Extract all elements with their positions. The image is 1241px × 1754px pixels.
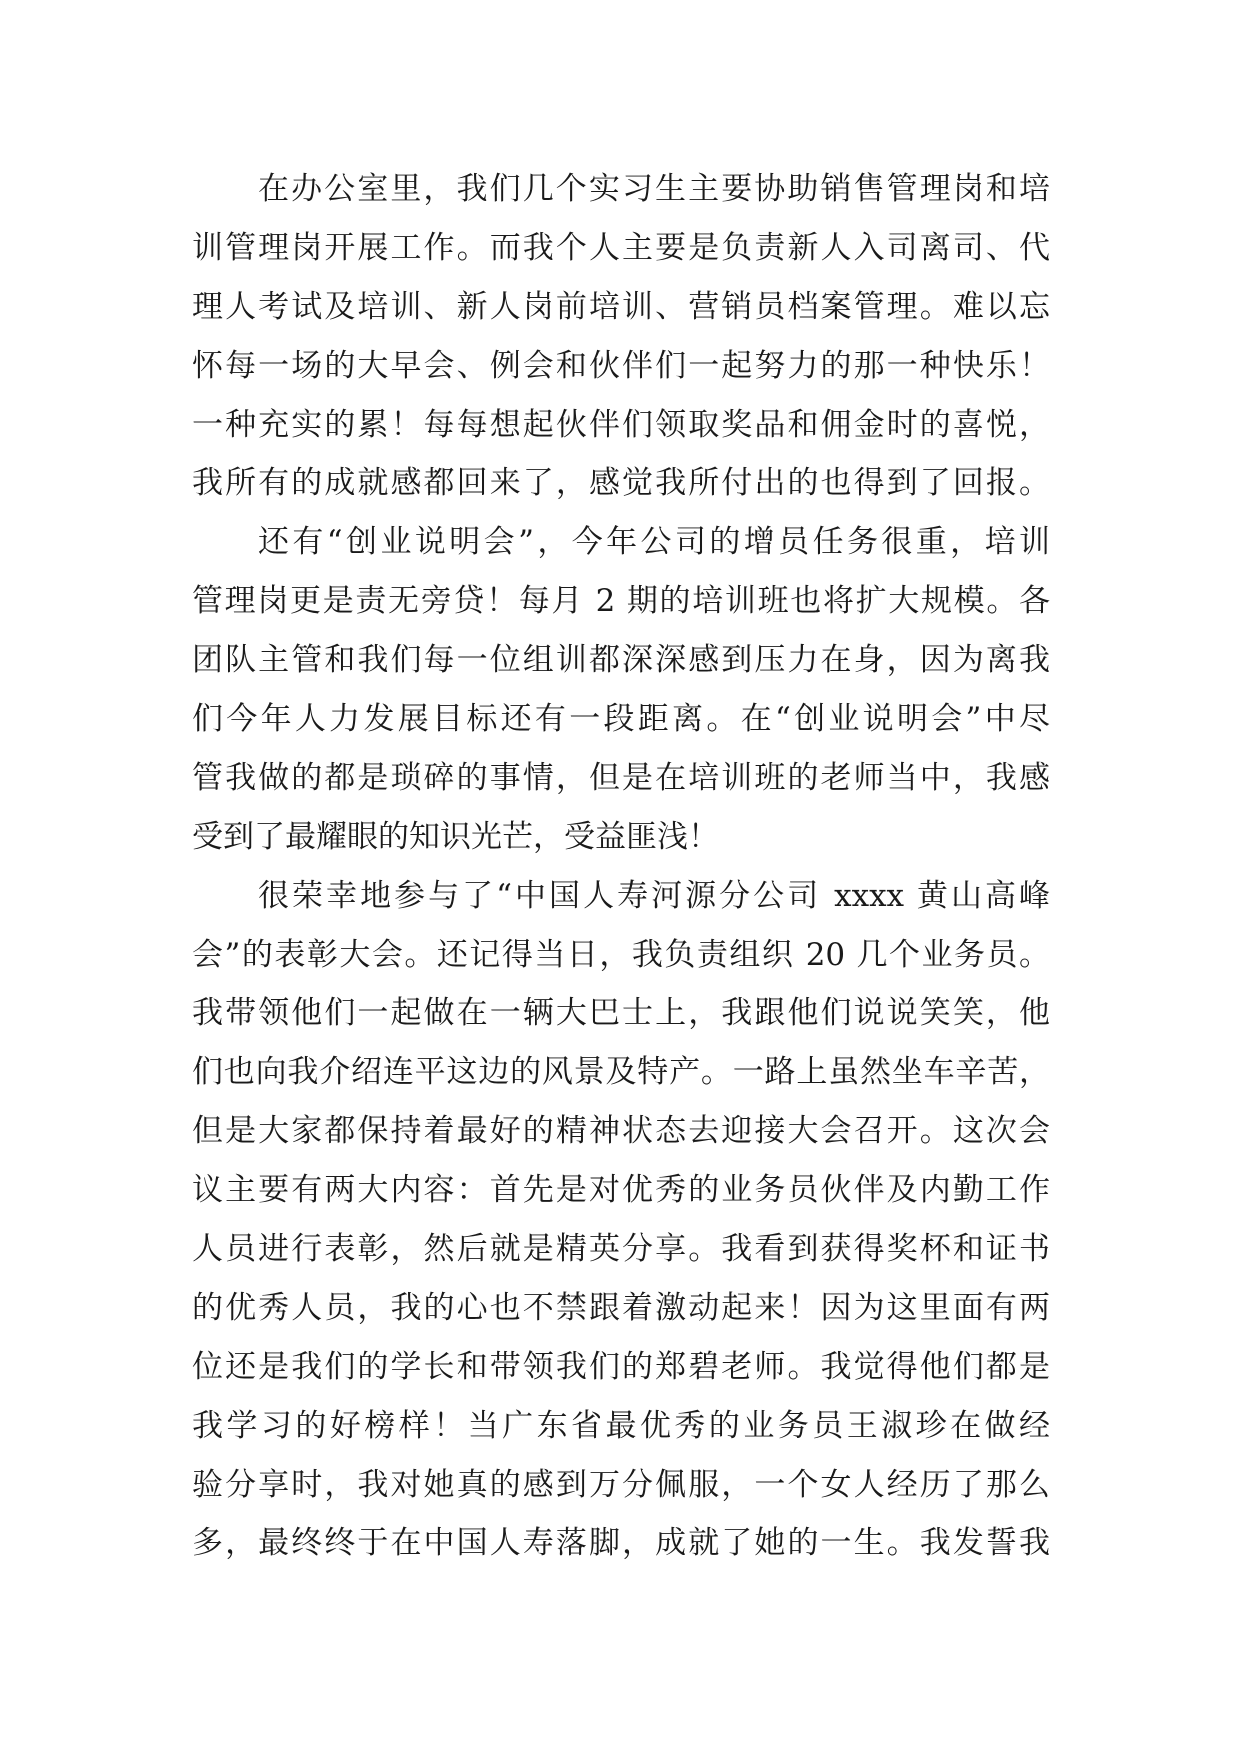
text-line: 受到了最耀眼的知识光芒，受益匪浅！ <box>192 818 719 855</box>
text-line: 们也向我介绍连平这边的风景及特产。一路上虽然坐车辛苦， <box>192 1054 1050 1091</box>
text-line: 验分享时，我对她真的感到万分佩服，一个女人经历了那么 <box>192 1466 1050 1503</box>
text-line: 训管理岗开展工作。而我个人主要是负责新人入司离司、代 <box>192 229 1050 266</box>
text-line: 管我做的都是琐碎的事情，但是在培训班的老师当中，我感 <box>192 759 1050 796</box>
text-line: 但是大家都保持着最好的精神状态去迎接大会召开。这次会 <box>192 1113 1050 1150</box>
text-line: 多，最终终于在中国人寿落脚，成就了她的一生。我发誓我 <box>192 1525 1050 1562</box>
paragraph-2 <box>192 513 1050 866</box>
text-line: 位还是我们的学长和带领我们的郑碧老师。我觉得他们都是 <box>192 1348 1050 1385</box>
text-line: 我带领他们一起做在一辆大巴士上，我跟他们说说笑笑，他 <box>192 995 1050 1032</box>
text-line: 团队主管和我们每一位组训都深深感到压力在身，因为离我 <box>192 642 1050 679</box>
text-line: 很荣幸地参与了“中国人寿河源分公司 xxxx 黄山高峰 <box>258 877 1050 914</box>
text-line: 在办公室里，我们几个实习生主要协助销售管理岗和培 <box>258 171 1050 207</box>
text-line: 们今年人力发展目标还有一段距离。在“创业说明会”中尽 <box>192 701 1050 738</box>
text-line: 我学习的好榜样！当广东省最优秀的业务员王淑珍在做经 <box>192 1407 1050 1444</box>
text-line: 议主要有两大内容：首先是对优秀的业务员伙伴及内勤工作 <box>192 1172 1050 1209</box>
paragraph-1 <box>192 160 1050 513</box>
text-line: 的优秀人员，我的心也不禁跟着激动起来！因为这里面有两 <box>192 1289 1050 1326</box>
paragraph-3 <box>192 867 1050 1574</box>
text-line: 怀每一场的大早会、例会和伙伴们一起努力的那一种快乐！ <box>192 347 1050 384</box>
text-line: 我所有的成就感都回来了，感觉我所付出的也得到了回报。 <box>192 465 1050 502</box>
text-line: 理人考试及培训、新人岗前培训、营销员档案管理。难以忘 <box>192 288 1050 325</box>
body-text <box>192 160 1050 1573</box>
text-line: 还有“创业说明会”，今年公司的增员任务很重，培训 <box>258 524 1050 561</box>
text-line: 会”的表彰大会。还记得当日，我负责组织 20 几个业务员。 <box>192 936 1050 973</box>
text-line: 人员进行表彰，然后就是精英分享。我看到获得奖杯和证书 <box>192 1231 1050 1268</box>
text-line: 一种充实的累！每每想起伙伴们领取奖品和佣金时的喜悦， <box>192 406 1050 443</box>
text-line: 管理岗更是责无旁贷！每月 2 期的培训班也将扩大规模。各 <box>192 583 1050 620</box>
